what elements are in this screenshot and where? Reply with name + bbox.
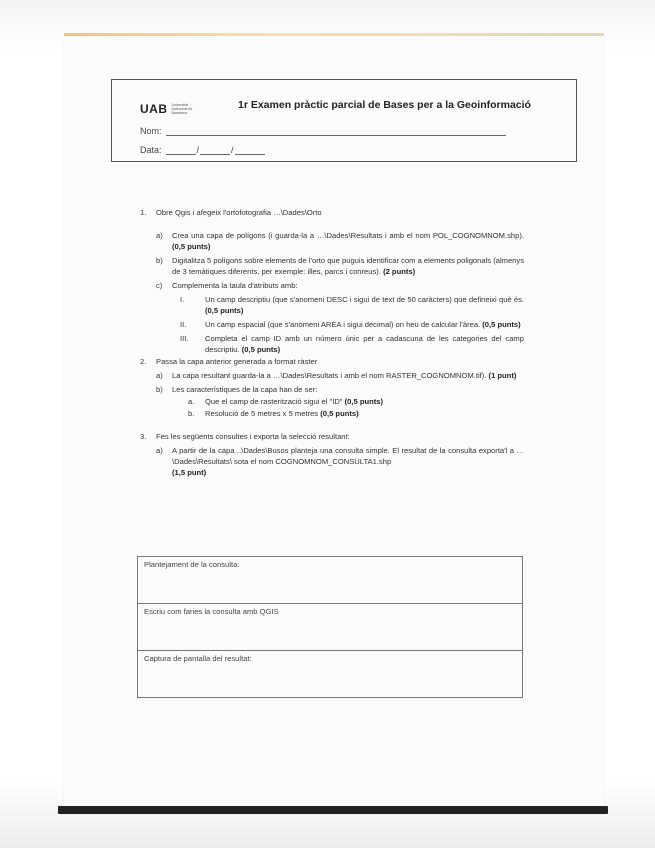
sub-text: A partir de la capa ..\Dades\Busos planteja una consulta simple. El resultat de la consulta exporta'l a …\Dades\Resultats\ sota el nom COGNOMNOM_CONSULTA1.shp	[172, 446, 524, 466]
question-3a	[140, 445, 524, 478]
points: (0,5 punts)	[205, 306, 244, 315]
points: (0,5 punts)	[241, 345, 281, 354]
question-1b	[140, 255, 524, 277]
sub-text: La capa resultant guarda-la a …\Dades\Resultats i amb el nom RASTER_COGNOMNOM.tif).	[172, 371, 487, 380]
sub-label: a)	[156, 231, 163, 240]
question-1c-ii	[140, 319, 524, 330]
date-separator: /	[231, 145, 234, 155]
answer-row-label: Plantejament de la consulta:	[144, 560, 240, 569]
sub-text: Digitalitza 5 polígons sobre elements de l'orto que puguis identificar com a elements poligonals (almenys de 3 temàtiques diferents, per exemple: illes, parcs i conreus).	[172, 256, 524, 276]
points: (0,5 punts)	[344, 397, 384, 406]
answer-row-label: Escriu com faries la consulta amb QGIS	[144, 607, 279, 616]
name-label: Nom:	[140, 126, 162, 136]
sub-label: c)	[156, 281, 163, 290]
question-2b-b	[140, 408, 524, 419]
points: (2 punts)	[383, 267, 416, 276]
question-1c-iii	[140, 333, 524, 355]
question-1	[140, 207, 524, 218]
question-number: 2.	[140, 357, 147, 366]
alpha-text: Que el camp de rasterització sigui el "ID"	[205, 397, 343, 406]
sub-text: Complementa la taula d'atributs amb:	[172, 281, 298, 290]
logo-subtext: Universitat Autònoma de Barcelona	[171, 103, 193, 115]
question-number: 3.	[140, 432, 147, 441]
date-year-line[interactable]	[235, 145, 265, 155]
logo-text: UAB	[140, 102, 168, 116]
question-text: Passa la capa anterior generada a format ràster	[156, 357, 318, 366]
question-number: 1.	[140, 208, 147, 217]
date-label: Data:	[140, 145, 162, 155]
question-1a	[140, 230, 524, 252]
roman-text: Un camp espacial (que s'anomeni AREA i sigui decimal) on heu de calcular l'àrea.	[205, 320, 481, 329]
points: (0,5 punts)	[172, 242, 211, 251]
roman-label: II.	[180, 320, 187, 329]
question-2a	[140, 370, 524, 381]
date-day-line[interactable]	[166, 145, 196, 155]
question-text: Obre Qgis i afegeix l'ortofotografia …\Dades\Orto	[156, 208, 322, 217]
answer-table	[137, 556, 523, 698]
answer-row-label: Captura de pantalla del resultat:	[144, 654, 252, 663]
roman-text: Completa el camp ID amb un número únic per a cadascuna de les categories del camp descriptiu.	[205, 334, 524, 354]
paper-bottom-shadow	[58, 806, 608, 814]
points: (1 punt)	[488, 371, 517, 380]
roman-label: I.	[180, 295, 185, 304]
question-2b	[140, 384, 524, 395]
points: (1,5 punt)	[172, 468, 207, 477]
roman-label: III.	[180, 334, 189, 343]
points: (0,5 punts)	[482, 320, 521, 329]
answer-row-query-plan[interactable]	[138, 557, 522, 604]
alpha-label: b.	[188, 409, 195, 418]
sub-label: a)	[156, 371, 163, 380]
answer-row-screenshot[interactable]	[138, 651, 522, 697]
sub-label: b)	[156, 256, 163, 265]
date-month-line[interactable]	[200, 145, 230, 155]
alpha-text: Resolució de 5 metres x 5 metres	[205, 409, 319, 418]
question-1c-i	[140, 294, 524, 316]
answer-row-qgis-query[interactable]	[138, 604, 522, 651]
name-line[interactable]	[166, 126, 506, 136]
question-text: Fes les següents consultes i exporta la selecció resultant:	[156, 432, 350, 441]
sub-text: Les característiques de la capa han de ser:	[172, 385, 318, 394]
alpha-label: a.	[188, 397, 195, 406]
points: (0,5 punts)	[320, 409, 359, 418]
sub-text: Crea una capa de polígons (i guarda-la a …\Dades\Resultats i amb el nom POL_COGNOMNOM.shp).	[172, 231, 524, 240]
question-2	[140, 356, 524, 367]
question-2b-a	[140, 396, 524, 407]
exam-questions	[140, 207, 524, 478]
name-field-row	[140, 126, 506, 136]
roman-text: Un camp descriptiu (que s'anomeni DESC i sigui de text de 50 caràcters) que defineixi què és.	[205, 295, 524, 304]
question-1c	[140, 280, 524, 291]
date-field-row	[140, 145, 265, 155]
sub-label: a)	[156, 446, 163, 455]
question-3	[140, 431, 524, 442]
sub-label: b)	[156, 385, 163, 394]
date-separator: /	[196, 145, 200, 155]
exam-title: 1r Examen pràctic parcial de Bases per a la Geoinformació	[238, 99, 531, 111]
university-logo	[140, 102, 200, 116]
